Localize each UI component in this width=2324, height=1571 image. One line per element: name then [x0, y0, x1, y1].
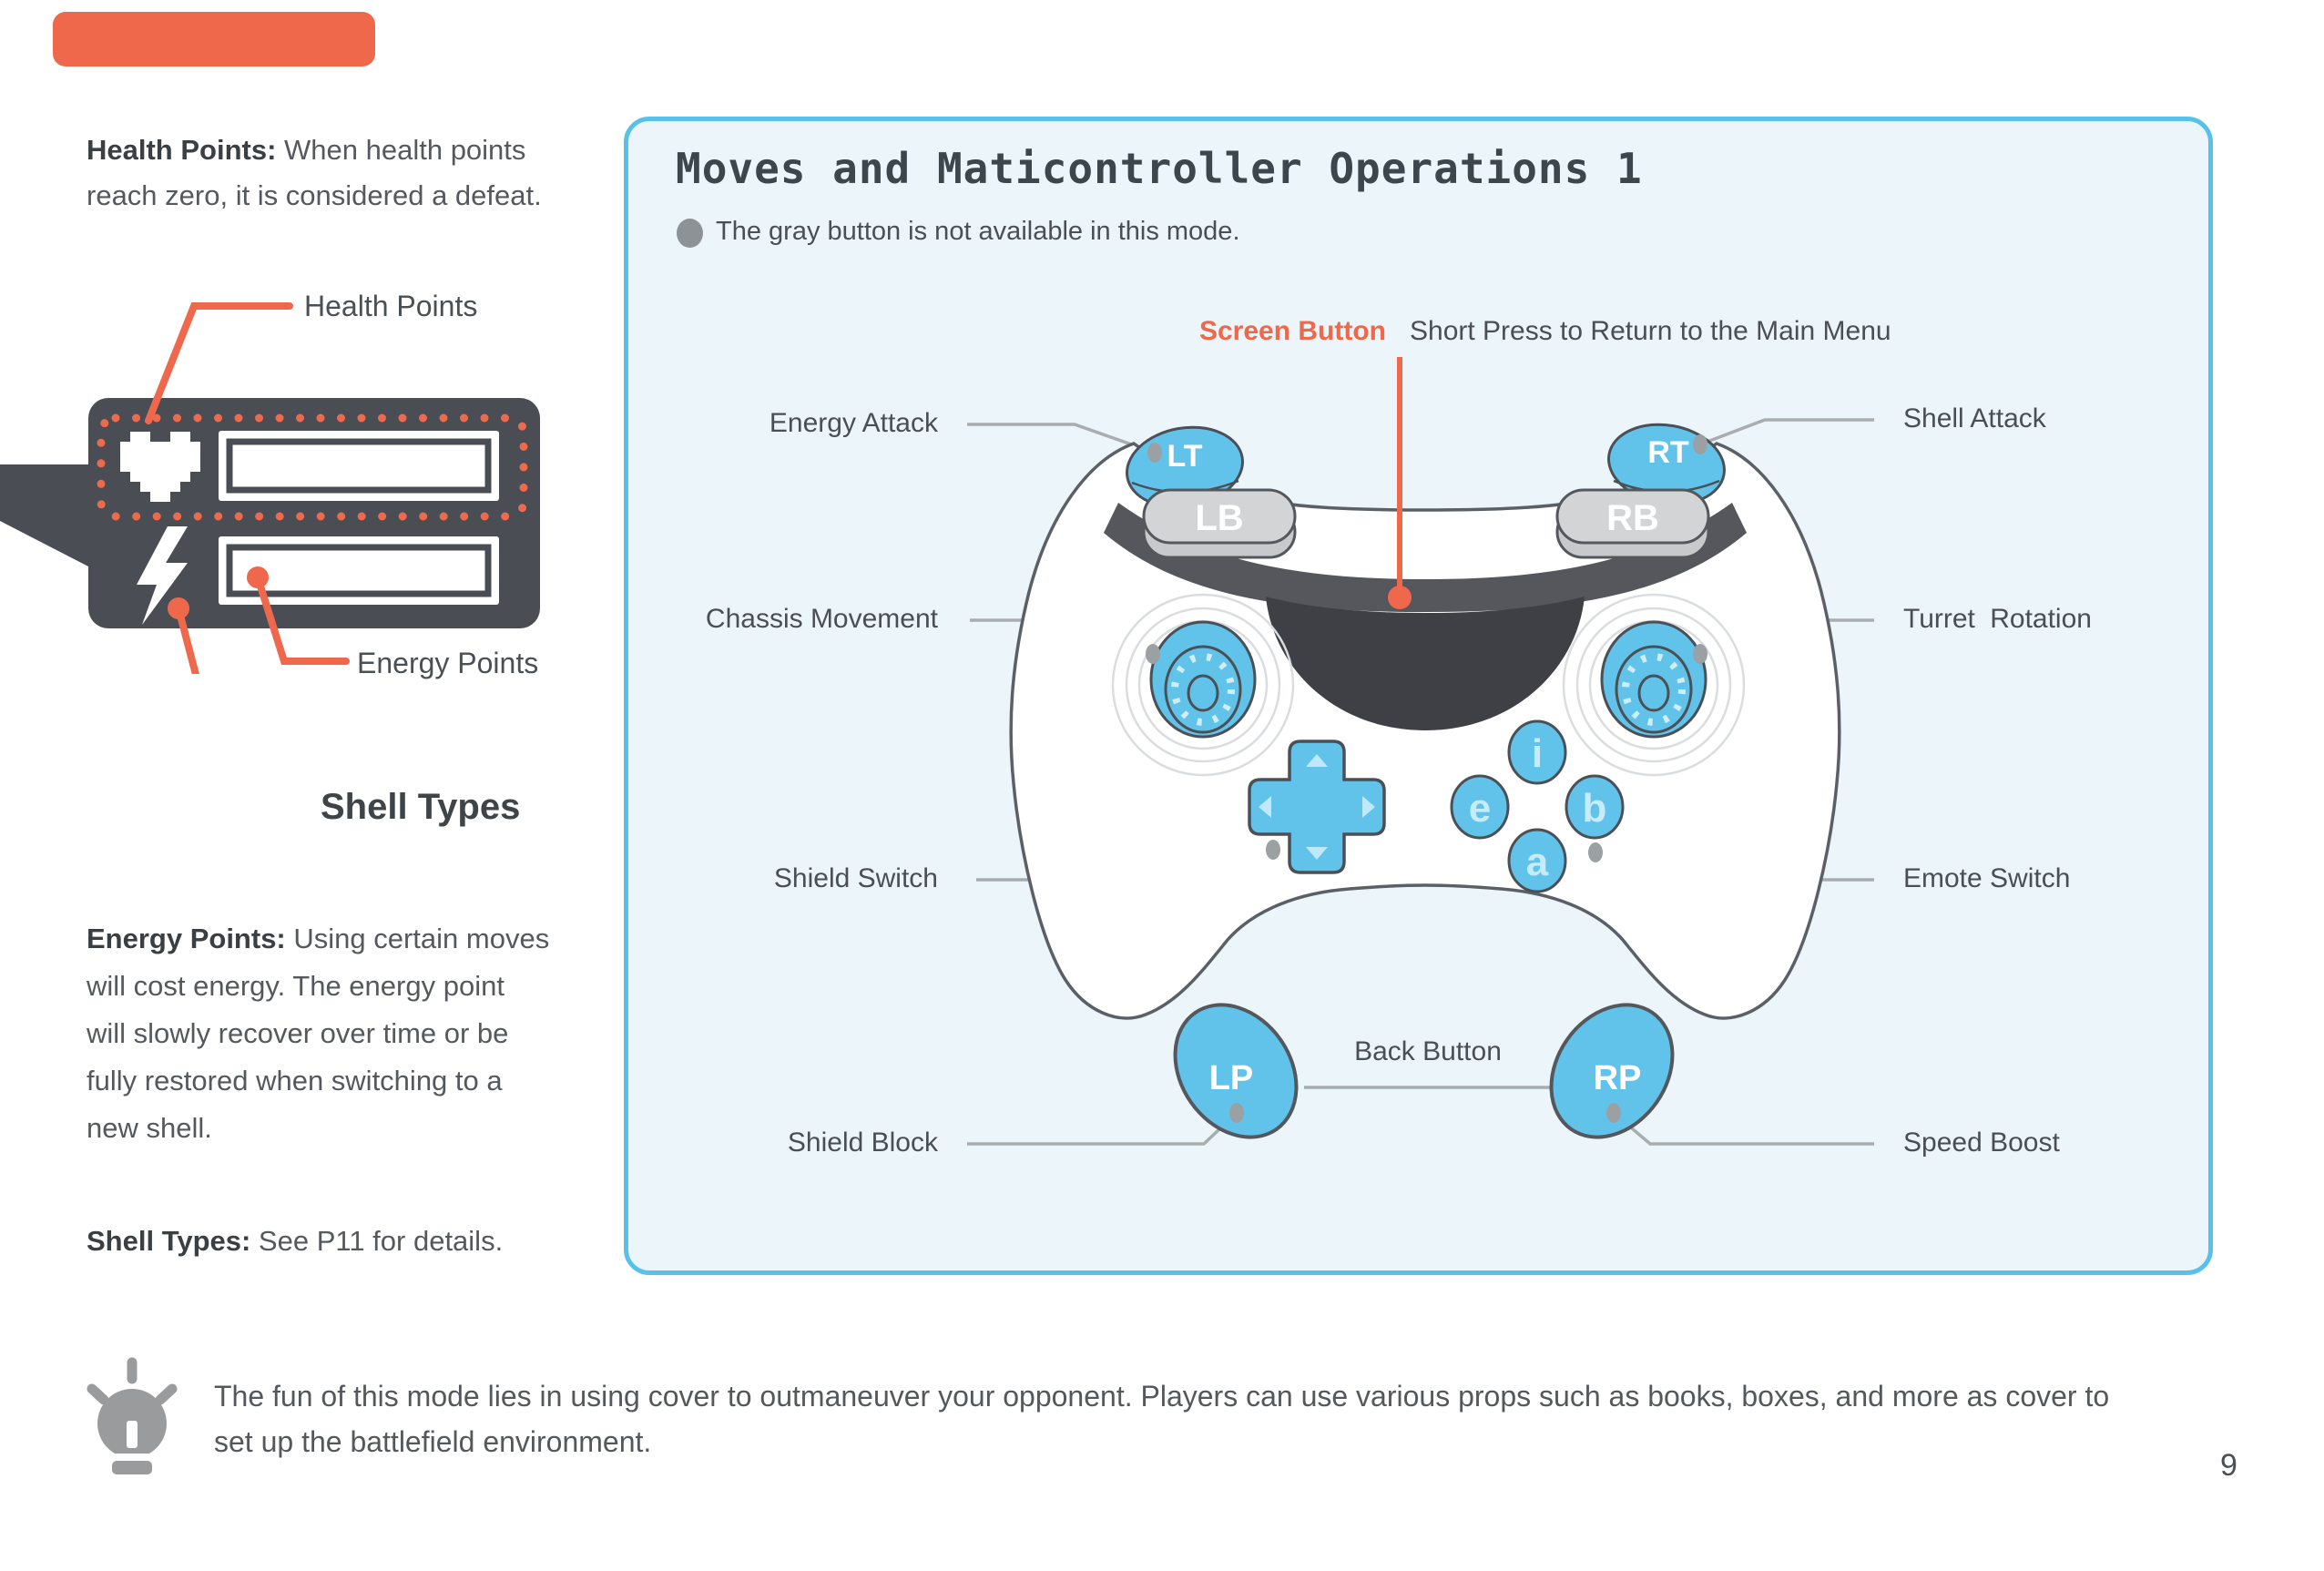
face-leader-dot — [1588, 842, 1603, 862]
shell-types-heading: Shell Types — [321, 787, 521, 827]
hp-lead: Health Points: — [87, 134, 277, 166]
tip-line1: The fun of this mode lies in using cover to outmaneuver your opponent. Players can use various props such as books, boxes, and more as cover to — [214, 1380, 2110, 1413]
chapter-tab — [53, 12, 375, 66]
page-number: 9 — [2220, 1448, 2237, 1483]
face-i-label: i — [1531, 731, 1544, 776]
controller-diagram — [624, 117, 2213, 1275]
health-bar — [219, 431, 499, 501]
screen-button-label: Screen Button — [1198, 316, 1386, 346]
face-b-label: b — [1582, 786, 1607, 831]
rp-leader-dot — [1606, 1103, 1621, 1123]
health-points-label: Health Points — [304, 290, 478, 322]
energy-attack-label: Energy Attack — [769, 408, 938, 438]
energy-points-paragraph — [87, 915, 633, 1152]
rt-leader-dot — [1693, 434, 1707, 454]
hp-line2: reach zero, it is considered a defeat. — [87, 179, 542, 211]
speed-boost-leader — [1614, 1113, 1874, 1144]
ep-line5: new shell. — [87, 1112, 212, 1144]
speed-boost-label: Speed Boost — [1903, 1127, 2060, 1158]
face-e-label: e — [1468, 786, 1492, 831]
turret-rotation-label: Turret Rotation — [1903, 604, 2092, 634]
shield-block-leader — [967, 1113, 1237, 1144]
shell-lead: Shell Types: — [87, 1225, 251, 1257]
ep-line3: will slowly recover over time or be — [87, 1017, 509, 1049]
back-button-label: Back Button — [1354, 1036, 1502, 1066]
lp-label: LP — [1208, 1059, 1254, 1097]
lp-leader-dot — [1229, 1103, 1244, 1123]
lb-label: LB — [1195, 498, 1244, 538]
device-arm — [0, 464, 88, 566]
hp-line1: When health points — [276, 134, 526, 166]
energy-leader-dot — [247, 566, 269, 588]
left-stick-leader-dot — [1146, 644, 1160, 664]
right-analog-stick — [1602, 622, 1706, 737]
ep-lead: Energy Points: — [87, 923, 286, 954]
panel-note: The gray button is not available in this mode. — [716, 217, 1240, 246]
lt-label: LT — [1167, 439, 1203, 474]
shield-switch-label: Shield Switch — [773, 863, 938, 893]
lt-leader-dot — [1147, 443, 1162, 463]
left-analog-stick — [1151, 622, 1255, 737]
lightbulb-icon — [73, 1348, 200, 1484]
chassis-movement-label: Chassis Movement — [705, 604, 938, 634]
shell-attack-leader — [1700, 420, 1874, 444]
ep-line1: Using certain moves — [285, 923, 550, 954]
footer-tip — [214, 1373, 2272, 1464]
shell-leader-dot — [168, 597, 189, 619]
shell-rest: See P11 for details. — [250, 1225, 504, 1257]
ep-line4: fully restored when switching to a — [87, 1065, 503, 1097]
ep-line2: will cost energy. The energy point — [87, 970, 505, 1002]
energy-points-label: Energy Points — [357, 647, 539, 679]
face-a-label: a — [1525, 840, 1549, 884]
health-points-paragraph — [87, 128, 633, 219]
screen-button-dot — [1388, 586, 1412, 609]
tip-line2: set up the battlefield environment. — [214, 1425, 652, 1458]
rb-label: RB — [1606, 498, 1659, 538]
shell-types-paragraph — [87, 1219, 651, 1264]
panel-title: Moves and Maticontroller Operations 1 — [676, 144, 1643, 193]
shield-block-label: Shield Block — [787, 1127, 938, 1158]
emote-switch-label: Emote Switch — [1903, 863, 2071, 893]
screen-button-desc: Short Press to Return to the Main Menu — [1410, 316, 1891, 346]
right-stick-leader-dot — [1693, 644, 1707, 664]
rp-label: RP — [1593, 1059, 1642, 1097]
shell-attack-label: Shell Attack — [1903, 403, 2046, 434]
dpad-leader-dot — [1266, 840, 1280, 860]
rt-label: RT — [1647, 435, 1689, 470]
